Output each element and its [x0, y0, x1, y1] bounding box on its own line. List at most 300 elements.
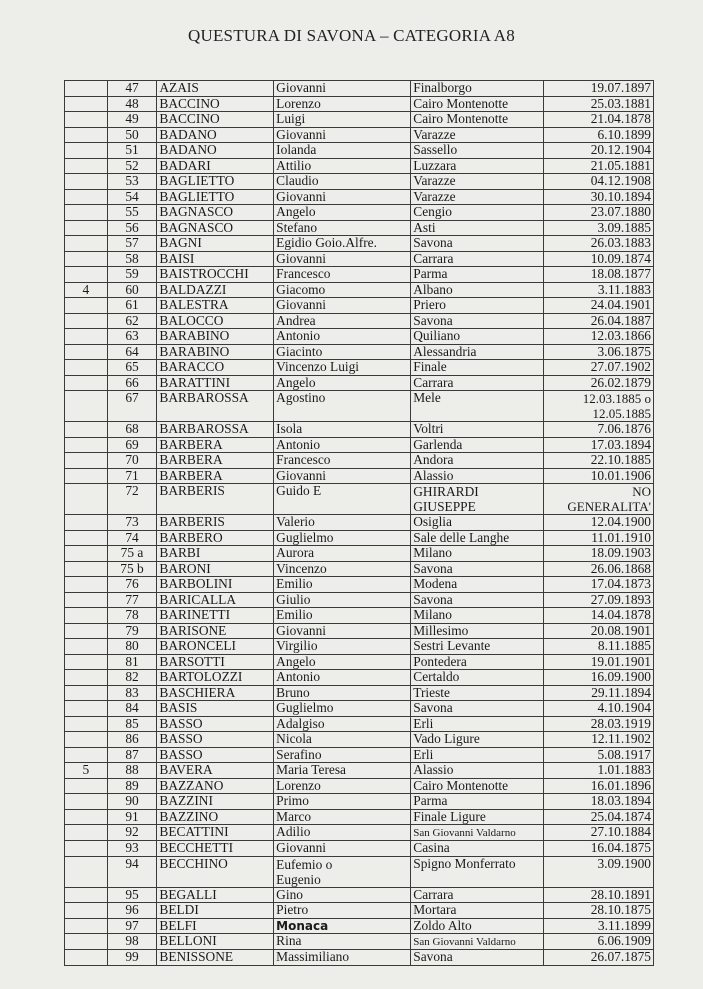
first-name-cell: [274, 360, 411, 376]
birth-date-cell-text: 22.10.1885: [590, 452, 651, 467]
first-name-cell: [274, 468, 411, 484]
entry-number-cell: [107, 903, 157, 919]
surname-cell-text: BASSO: [159, 747, 203, 762]
fold-number-cell: [65, 189, 108, 205]
entry-number-cell-text: 57: [125, 235, 139, 250]
first-name-cell: [274, 313, 411, 329]
entry-number-cell: [107, 189, 157, 205]
birthplace-cell: [411, 484, 544, 515]
entry-number-cell: [107, 112, 157, 128]
entry-number-cell-text: 75 a: [120, 545, 144, 560]
birthplace-cell: [411, 639, 544, 655]
birth-date-cell: [544, 81, 654, 97]
fold-number-cell: [65, 856, 108, 887]
first-name-cell: [274, 189, 411, 205]
birth-date-cell: [544, 453, 654, 469]
surname-cell: [157, 298, 274, 314]
page-title: QUESTURA DI SAVONA – CATEGORIA A8: [188, 26, 515, 45]
entry-number-cell-text: 81: [125, 654, 139, 669]
entry-number-cell: [107, 639, 157, 655]
first-name-cell: [274, 825, 411, 841]
entry-number-cell: [107, 391, 157, 422]
entry-number-cell-text: 90: [125, 793, 139, 808]
birth-date-cell-text: 7.06.1876: [597, 421, 651, 436]
birthplace-cell: [411, 205, 544, 221]
entry-number-cell: [107, 654, 157, 670]
table-row: [65, 561, 654, 577]
birthplace-cell: [411, 437, 544, 453]
first-name-cell: [274, 515, 411, 531]
birthplace-cell: [411, 236, 544, 252]
entry-number-cell-text: 56: [125, 220, 139, 235]
fold-number-cell: [65, 344, 108, 360]
birth-date-cell: [544, 561, 654, 577]
surname-cell: [157, 96, 274, 112]
first-name-cell: [274, 96, 411, 112]
birthplace-cell-text: Zoldo Alto: [413, 918, 472, 933]
birth-date-cell-text: 26.06.1868: [590, 561, 651, 576]
surname-cell-text: BAVERA: [159, 762, 213, 777]
fold-number-cell: [65, 670, 108, 686]
first-name-cell-text: Attilio: [276, 158, 312, 173]
first-name-cell: [274, 763, 411, 779]
surname-cell-text: BELDI: [159, 902, 199, 917]
fold-number-cell: [65, 778, 108, 794]
birthplace-cell-text: Albano: [413, 282, 453, 297]
first-name-cell: [274, 577, 411, 593]
birth-date-cell: [544, 716, 654, 732]
table-row: [65, 546, 654, 562]
fold-number-cell: [65, 608, 108, 624]
surname-cell-text: BAISTROCCHI: [159, 266, 249, 281]
birth-date-cell-text: 12.04.1900: [590, 514, 651, 529]
first-name-cell-text: Angelo: [276, 204, 316, 219]
surname-cell-text: BAISI: [159, 251, 195, 266]
entry-number-cell: [107, 716, 157, 732]
surname-cell-text: BENISSONE: [159, 949, 234, 964]
first-name-cell: [274, 484, 411, 515]
entry-number-cell-text: 61: [125, 297, 139, 312]
table-row: [65, 205, 654, 221]
table-row: [65, 189, 654, 205]
birthplace-cell: [411, 282, 544, 298]
birth-date-cell: [544, 375, 654, 391]
birthplace-cell-text: Osiglia: [413, 514, 452, 529]
fold-number-cell: [65, 592, 108, 608]
birth-date-cell: [544, 468, 654, 484]
birthplace-cell-text: Vado Ligure: [413, 731, 480, 746]
first-name-cell-text: Angelo: [276, 375, 316, 390]
table-row: [65, 174, 654, 190]
first-name-cell: [274, 934, 411, 950]
table-row: [65, 670, 654, 686]
table-row: [65, 763, 654, 779]
surname-cell-text: BEGALLI: [159, 887, 217, 902]
table-row: [65, 158, 654, 174]
birth-date-cell: [544, 639, 654, 655]
birthplace-cell: [411, 608, 544, 624]
first-name-cell-text: Giovanni: [276, 189, 327, 204]
entry-number-cell: [107, 685, 157, 701]
fold-number-cell: [65, 623, 108, 639]
first-name-cell-text: Guglielmo: [276, 700, 334, 715]
first-name-cell-text: Guido E: [276, 483, 322, 498]
fold-number-cell: [65, 112, 108, 128]
surname-cell: [157, 437, 274, 453]
surname-cell: [157, 561, 274, 577]
entry-number-cell: [107, 918, 157, 934]
birthplace-cell: [411, 546, 544, 562]
birth-date-cell: [544, 732, 654, 748]
birthplace-cell-text: GHIRARDI: [413, 484, 479, 499]
fold-number-cell: [65, 561, 108, 577]
surname-cell-text: BARSOTTI: [159, 654, 225, 669]
first-name-cell-text: Serafino: [276, 747, 322, 762]
birth-date-cell: [544, 143, 654, 159]
entry-number-cell-text: 82: [125, 669, 139, 684]
birthplace-cell-text: Erli: [413, 716, 434, 731]
birth-date-cell-text: 30.10.1894: [590, 189, 651, 204]
entry-number-cell-text: 86: [125, 731, 139, 746]
surname-cell-text: BARICALLA: [159, 592, 237, 607]
birthplace-cell: [411, 763, 544, 779]
birth-date-cell: [544, 298, 654, 314]
birthplace-cell-text: San Giovanni Valdarno: [413, 827, 516, 839]
entry-number-cell: [107, 236, 157, 252]
entry-number-cell: [107, 174, 157, 190]
birthplace-cell-text: Mortara: [413, 902, 457, 917]
surname-cell: [157, 716, 274, 732]
surname-cell-text: BARBAROSSA: [159, 421, 249, 436]
first-name-cell-text: Francesco: [276, 452, 331, 467]
birthplace-cell-text: Varazze: [413, 127, 456, 142]
birth-date-cell-text: 18.09.1903: [590, 545, 651, 560]
fold-number-cell: [65, 654, 108, 670]
birth-date-cell-text: 26.07.1875: [590, 949, 651, 964]
fold-number-cell: [65, 887, 108, 903]
surname-cell: [157, 360, 274, 376]
first-name-cell-text: Giovanni: [276, 840, 327, 855]
surname-cell-text: BASSO: [159, 716, 203, 731]
surname-cell: [157, 887, 274, 903]
fold-number-cell: [65, 577, 108, 593]
birth-date-cell: [544, 887, 654, 903]
fold-number-cell-text: 5: [82, 762, 90, 777]
birthplace-cell-text: Savona: [413, 592, 453, 607]
first-name-cell-text: Stefano: [276, 220, 318, 235]
surname-cell: [157, 903, 274, 919]
birth-date-cell-text: 16.09.1900: [590, 669, 651, 684]
fold-number-cell: [65, 841, 108, 857]
surname-cell-text: BARBERO: [159, 530, 223, 545]
fold-number-cell: [65, 950, 108, 966]
entry-number-cell-text: 91: [125, 809, 139, 824]
first-name-cell: [274, 158, 411, 174]
first-name-cell: [274, 127, 411, 143]
birth-date-cell-text: 25.04.1874: [590, 809, 651, 824]
fold-number-cell: [65, 484, 108, 515]
birth-date-cell-text: 26.03.1883: [590, 235, 651, 250]
first-name-cell-text: Giulio: [276, 592, 311, 607]
entry-number-cell: [107, 453, 157, 469]
birthplace-cell-text: Varazze: [413, 173, 456, 188]
fold-number-cell: [65, 515, 108, 531]
birth-date-cell: [544, 794, 654, 810]
first-name-cell-text: Adilio: [276, 824, 311, 839]
surname-cell: [157, 329, 274, 345]
birthplace-cell-text: Alessandria: [413, 344, 477, 359]
birth-date-cell-text: 6.06.1909: [597, 933, 651, 948]
birth-date-cell-text: 26.02.1879: [590, 375, 651, 390]
entry-number-cell-text: 70: [125, 452, 139, 467]
birthplace-cell-text: Luzzara: [413, 158, 457, 173]
birthplace-cell-text: Finale Ligure: [413, 809, 486, 824]
first-name-cell-text: Francesco: [276, 266, 331, 281]
entry-number-cell: [107, 158, 157, 174]
birth-date-cell: [544, 174, 654, 190]
first-name-cell: [274, 608, 411, 624]
surname-cell-text: BARBERIS: [159, 483, 225, 498]
birth-date-cell: [544, 282, 654, 298]
surname-cell-text: BARBERA: [159, 452, 223, 467]
fold-number-cell: [65, 732, 108, 748]
surname-cell-text: BALOCCO: [159, 313, 224, 328]
surname-cell-text: BAZZANO: [159, 778, 224, 793]
surname-cell: [157, 685, 274, 701]
surname-cell-text: BARBAROSSA: [159, 390, 249, 405]
table-row: [65, 298, 654, 314]
fold-number-cell: [65, 934, 108, 950]
fold-number-cell: [65, 453, 108, 469]
surname-cell: [157, 794, 274, 810]
surname-cell-text: BARINETTI: [159, 607, 231, 622]
birth-date-cell: [544, 313, 654, 329]
birth-date-cell-text: NO: [632, 484, 651, 499]
entry-number-cell: [107, 887, 157, 903]
fold-number-cell: [65, 716, 108, 732]
surname-cell: [157, 592, 274, 608]
entry-number-cell-text: 59: [125, 266, 139, 281]
birthplace-cell-text: Savona: [413, 235, 453, 250]
birthplace-cell: [411, 344, 544, 360]
table-row: [65, 360, 654, 376]
first-name-cell: [274, 422, 411, 438]
table-row: [65, 422, 654, 438]
birth-date-cell: [544, 809, 654, 825]
fold-number-cell: [65, 375, 108, 391]
surname-cell: [157, 530, 274, 546]
surname-cell: [157, 546, 274, 562]
birth-date-cell-text: 3.09.1900: [597, 856, 651, 871]
birthplace-cell: [411, 453, 544, 469]
surname-cell-text: BARABINO: [159, 328, 230, 343]
table-row: [65, 81, 654, 97]
birth-date-cell-text: 24.04.1901: [590, 297, 651, 312]
first-name-cell: [274, 282, 411, 298]
birth-date-cell: [544, 778, 654, 794]
birth-date-cell-text: 1.01.1883: [597, 762, 651, 777]
first-name-cell: [274, 375, 411, 391]
birth-date-cell: [544, 654, 654, 670]
surname-cell-text: BACCINO: [159, 96, 220, 111]
surname-cell-text: BASIS: [159, 700, 198, 715]
first-name-cell: [274, 267, 411, 283]
birthplace-cell: [411, 251, 544, 267]
fold-number-cell: [65, 267, 108, 283]
entry-number-cell: [107, 515, 157, 531]
surname-cell-text: BALDAZZI: [159, 282, 227, 297]
surname-cell: [157, 112, 274, 128]
birthplace-cell: [411, 391, 544, 422]
surname-cell: [157, 453, 274, 469]
entry-number-cell: [107, 530, 157, 546]
birth-date-cell-text: 12.05.1885: [592, 406, 651, 421]
birthplace-cell: [411, 530, 544, 546]
entry-number-cell-text: 55: [125, 204, 139, 219]
birthplace-cell-text: Spigno Monferrato: [413, 856, 516, 871]
first-name-cell: [274, 205, 411, 221]
first-name-cell-text: Isola: [276, 421, 303, 436]
first-name-cell-text: Giovanni: [276, 623, 327, 638]
entry-number-cell: [107, 360, 157, 376]
table-row: [65, 825, 654, 841]
table-row: [65, 267, 654, 283]
fold-number-cell: [65, 794, 108, 810]
entry-number-cell-text: 88: [125, 762, 139, 777]
table-row: [65, 732, 654, 748]
first-name-cell: [274, 391, 411, 422]
entry-number-cell: [107, 96, 157, 112]
birthplace-cell-text: Carrara: [413, 251, 454, 266]
surname-cell-text: BARBOLINI: [159, 576, 233, 591]
birthplace-cell: [411, 778, 544, 794]
surname-cell-text: BASSO: [159, 731, 203, 746]
birthplace-cell-text: Garlenda: [413, 437, 463, 452]
birthplace-cell: [411, 950, 544, 966]
birth-date-cell: [544, 903, 654, 919]
entry-number-cell-text: 75 b: [120, 561, 144, 576]
surname-cell-text: BACCINO: [159, 111, 220, 126]
birth-date-cell-text: 27.09.1893: [590, 592, 651, 607]
entry-number-cell-text: 76: [125, 576, 139, 591]
birthplace-cell-text: Parma: [413, 793, 448, 808]
birthplace-cell-text: Carrara: [413, 887, 454, 902]
birthplace-cell: [411, 685, 544, 701]
entry-number-cell-text: 62: [125, 313, 139, 328]
birth-date-cell-text: 21.05.1881: [590, 158, 651, 173]
first-name-cell-text: Maria Teresa: [276, 762, 346, 777]
birth-date-cell-text: 04.12.1908: [590, 173, 651, 188]
first-name-cell: [274, 530, 411, 546]
first-name-cell: [274, 950, 411, 966]
table-row: [65, 608, 654, 624]
entry-number-cell-text: 53: [125, 173, 139, 188]
entry-number-cell-text: 93: [125, 840, 139, 855]
birth-date-cell: [544, 841, 654, 857]
birthplace-cell: [411, 220, 544, 236]
birthplace-cell: [411, 298, 544, 314]
first-name-cell: [274, 329, 411, 345]
birth-date-cell: [544, 391, 654, 422]
birth-date-cell-text: 3.11.1883: [597, 282, 651, 297]
birth-date-cell: [544, 189, 654, 205]
birthplace-cell: [411, 809, 544, 825]
birth-date-cell-text: 19.01.1901: [590, 654, 651, 669]
surname-cell-text: BALESTRA: [159, 297, 229, 312]
register-body: [65, 81, 654, 966]
entry-number-cell: [107, 623, 157, 639]
entry-number-cell-text: 73: [125, 514, 139, 529]
table-row: [65, 437, 654, 453]
table-row: [65, 701, 654, 717]
birthplace-cell: [411, 794, 544, 810]
table-row: [65, 112, 654, 128]
surname-cell-text: BAZZINI: [159, 793, 213, 808]
birth-date-cell-text: 17.04.1873: [590, 576, 651, 591]
surname-cell-text: BADANO: [159, 127, 217, 142]
first-name-cell: [274, 112, 411, 128]
entry-number-cell: [107, 747, 157, 763]
birthplace-cell-text: Voltri: [413, 421, 444, 436]
table-row: [65, 127, 654, 143]
birth-date-cell: [544, 934, 654, 950]
first-name-cell-text: Giovanni: [276, 297, 327, 312]
birthplace-cell-text: Mele: [413, 390, 441, 405]
first-name-cell: [274, 81, 411, 97]
fold-number-cell: [65, 81, 108, 97]
entry-number-cell: [107, 794, 157, 810]
first-name-cell-text: Giacinto: [276, 344, 323, 359]
fold-number-cell: [65, 174, 108, 190]
birth-date-cell-text: 10.01.1906: [590, 468, 651, 483]
fold-number-cell: [65, 437, 108, 453]
entry-number-cell-text: 65: [125, 359, 139, 374]
birthplace-cell: [411, 716, 544, 732]
surname-cell-text: BAGLIETTO: [159, 173, 235, 188]
birth-date-cell: [544, 685, 654, 701]
entry-number-cell: [107, 670, 157, 686]
table-row: [65, 391, 654, 422]
first-name-cell-text: Emilio: [276, 576, 313, 591]
surname-cell: [157, 484, 274, 515]
birth-date-cell-text: 17.03.1894: [590, 437, 651, 452]
birthplace-cell: [411, 887, 544, 903]
fold-number-cell: [65, 96, 108, 112]
surname-cell: [157, 950, 274, 966]
entry-number-cell: [107, 950, 157, 966]
birth-date-cell: [544, 747, 654, 763]
table-row: [65, 251, 654, 267]
birthplace-cell-text: Modena: [413, 576, 458, 591]
entry-number-cell-text: 79: [125, 623, 139, 638]
first-name-cell: [274, 887, 411, 903]
birthplace-cell-text: Carrara: [413, 375, 454, 390]
birthplace-cell-text: San Giovanni Valdarno: [413, 936, 516, 948]
first-name-cell-text: Aurora: [276, 545, 315, 560]
first-name-cell-text: Antonio: [276, 669, 321, 684]
entry-number-cell: [107, 592, 157, 608]
fold-number-cell: [65, 809, 108, 825]
table-row: [65, 313, 654, 329]
birthplace-cell-text: Cengio: [413, 204, 452, 219]
birthplace-cell-text: Quiliano: [413, 328, 461, 343]
birth-date-cell: [544, 856, 654, 887]
fold-number-cell: [65, 639, 108, 655]
first-name-cell-text: Gino: [276, 887, 303, 902]
birthplace-cell-text: Cairo Montenotte: [413, 778, 509, 793]
entry-number-cell: [107, 282, 157, 298]
birthplace-cell-text: Sestri Levante: [413, 638, 491, 653]
